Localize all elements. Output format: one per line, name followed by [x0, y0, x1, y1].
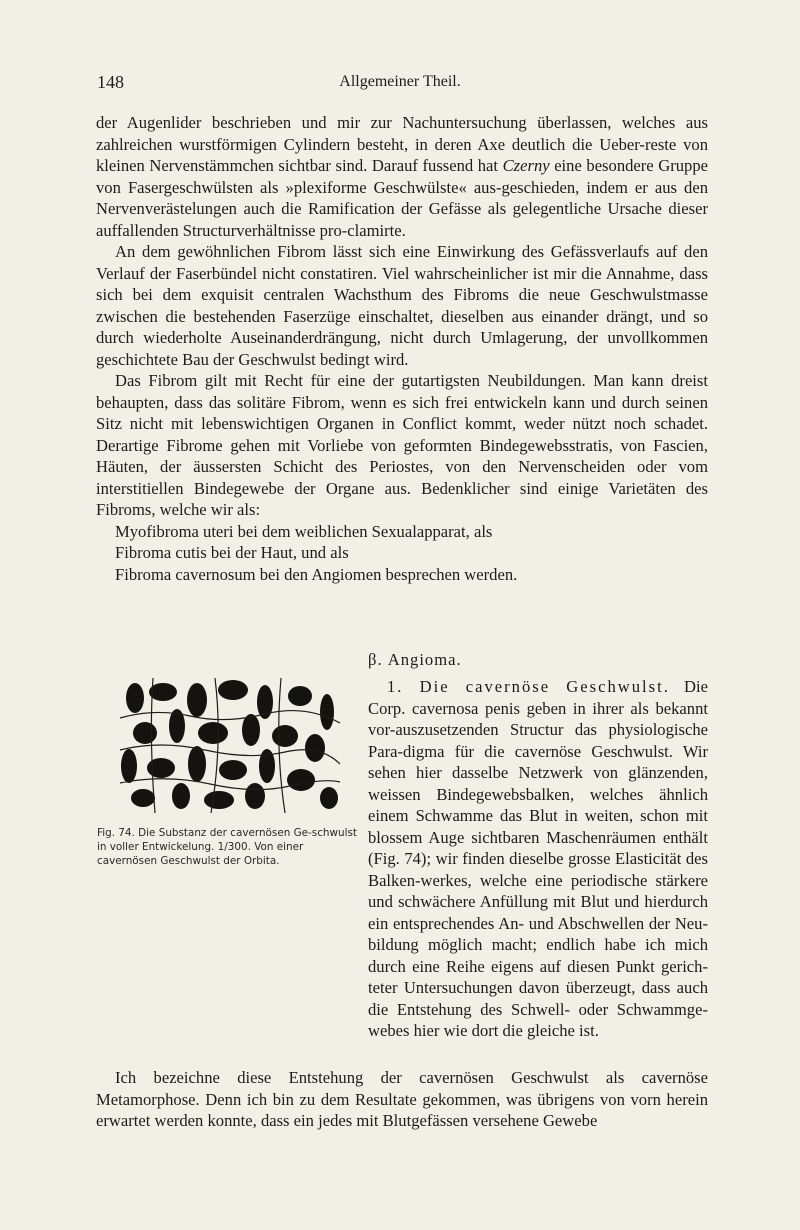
running-title: Allgemeiner Theil.	[339, 73, 461, 90]
author-name: Czerny	[502, 156, 550, 175]
paragraph-3: Das Fibrom gilt mit Recht für eine der gutartigsten Neubildungen. Man kann dreist behaupten, dass das solitäre Fibrom, wenn es sich frei entwickeln kann und durch seinen Sitz nicht mit lebenswichtigen Organen in Conflict kommt, weder nützt noch schadet. Derartige Fibrome gehen mit Vorliebe von geformten Bindegewebsstratis, von Fascien, Häuten, der äussersten Schicht des Periostes, von den Nervenscheiden oder vom interstitiellen Bindegewebe der Organe aus. Bedenklicher sind einige Varietäten des Fibroms, welche wir als:	[96, 371, 708, 519]
main-text	[96, 112, 708, 585]
page-number: 148	[97, 72, 124, 92]
right-column	[368, 676, 708, 1042]
paragraph-1-rest: eine besondere Gruppe von Fasergeschwülsten als »plexiforme Geschwülste« aus-geschieden, indem er aus den Nervenverästelungen auch die Ramification der Gefässe als gelegentliche Ursache dieser auffallenden Structurverhältnisse pro-clamirte.	[96, 156, 708, 240]
figure-caption: Fig. 74. Die Substanz der cavernösen Ge-schwulst in voller Entwickelung. 1/300. Von einer cavernösen Geschwulst der Orbita.	[97, 827, 357, 867]
list-item: Myofibroma uteri bei dem weiblichen Sexualapparat, als	[115, 521, 493, 541]
list-item: Fibroma cutis bei der Haut, und als	[115, 543, 349, 562]
paragraph-2: An dem gewöhnlichen Fibrom lässt sich eine Einwirkung des Gefässverlaufs auf den Verlauf der Faserbündel nicht constatiren. Viel wahrscheinlicher ist mir die Annahme, dass sich bei dem exquisit centralen Wachsthum des Fibroms die neue Geschwulstmasse zwischen die bestehenden Faserzüge einschaltet, dieselben aus einander drängt, und so durch wiederholte Auseinanderdrängung, nicht durch Umlagerung, der unvollkommen geschichtete Bau der Geschwulst bedingt wird.	[96, 242, 708, 369]
right-column-text: Die Corp. cavernosa penis geben in ihrer als bekannt vor-auszusetzenden Structur das physiologische Para-digma für die cavernöse Geschwulst. Wir sehen hier dasselbe Netzwerk von glänzenden, weissen Bindegewebsbalken, welches ähnlich einem Schwamme das Blut in weiten, schon mit blossem Auge sichtbaren Maschenräumen enthält (Fig. 74); wir finden dieselbe grosse Elasticität des Balken-werkes, welche eine periodische stärkere und schwächere Anfüllung mit Blut und hierdurch ein entsprechendes An- und Abschwellen der Neu-bildung möglich macht; endlich habe ich mich durch eine Reihe eigens auf diesen Punkt gerich-teter Untersuchungen davon überzeugt, dass auch die Entstehung des Schwell- oder Schwammge-webes hier wie dort die gleiche ist.	[368, 677, 708, 1040]
paragraph-1	[96, 112, 708, 241]
paragraph-1-text: der Augenlider beschrieben und mir zur Nachuntersuchung überlassen, welches aus zahlreichen wurstförmigen Cylindern besteht, in deren Axe deutlich die Ueber-reste von kleinen Nervenstämmchen sichtbar sind. Darauf fussend hat	[96, 113, 708, 175]
list-item: Fibroma cavernosum bei den Angiomen besprechen werden.	[115, 564, 518, 584]
varieties-list	[96, 521, 708, 586]
subsection-title: 1. Die cavernöse Geschwulst.	[387, 677, 670, 696]
section-heading: β. Angioma.	[368, 650, 462, 669]
right-column-paragraph	[368, 676, 708, 1042]
page-header	[0, 72, 800, 96]
closing-paragraph: Ich bezeichne diese Entstehung der cavernösen Geschwulst als cavernöse Metamorphose. Denn ich bin zu dem Resultate gekommen, was übrigens von vorn herein erwartet werden konnte, dass ein jedes mit Blutgefässen versehene Gewebe	[96, 1068, 708, 1130]
closing-text	[96, 1067, 708, 1132]
figure-illustration	[115, 678, 345, 813]
